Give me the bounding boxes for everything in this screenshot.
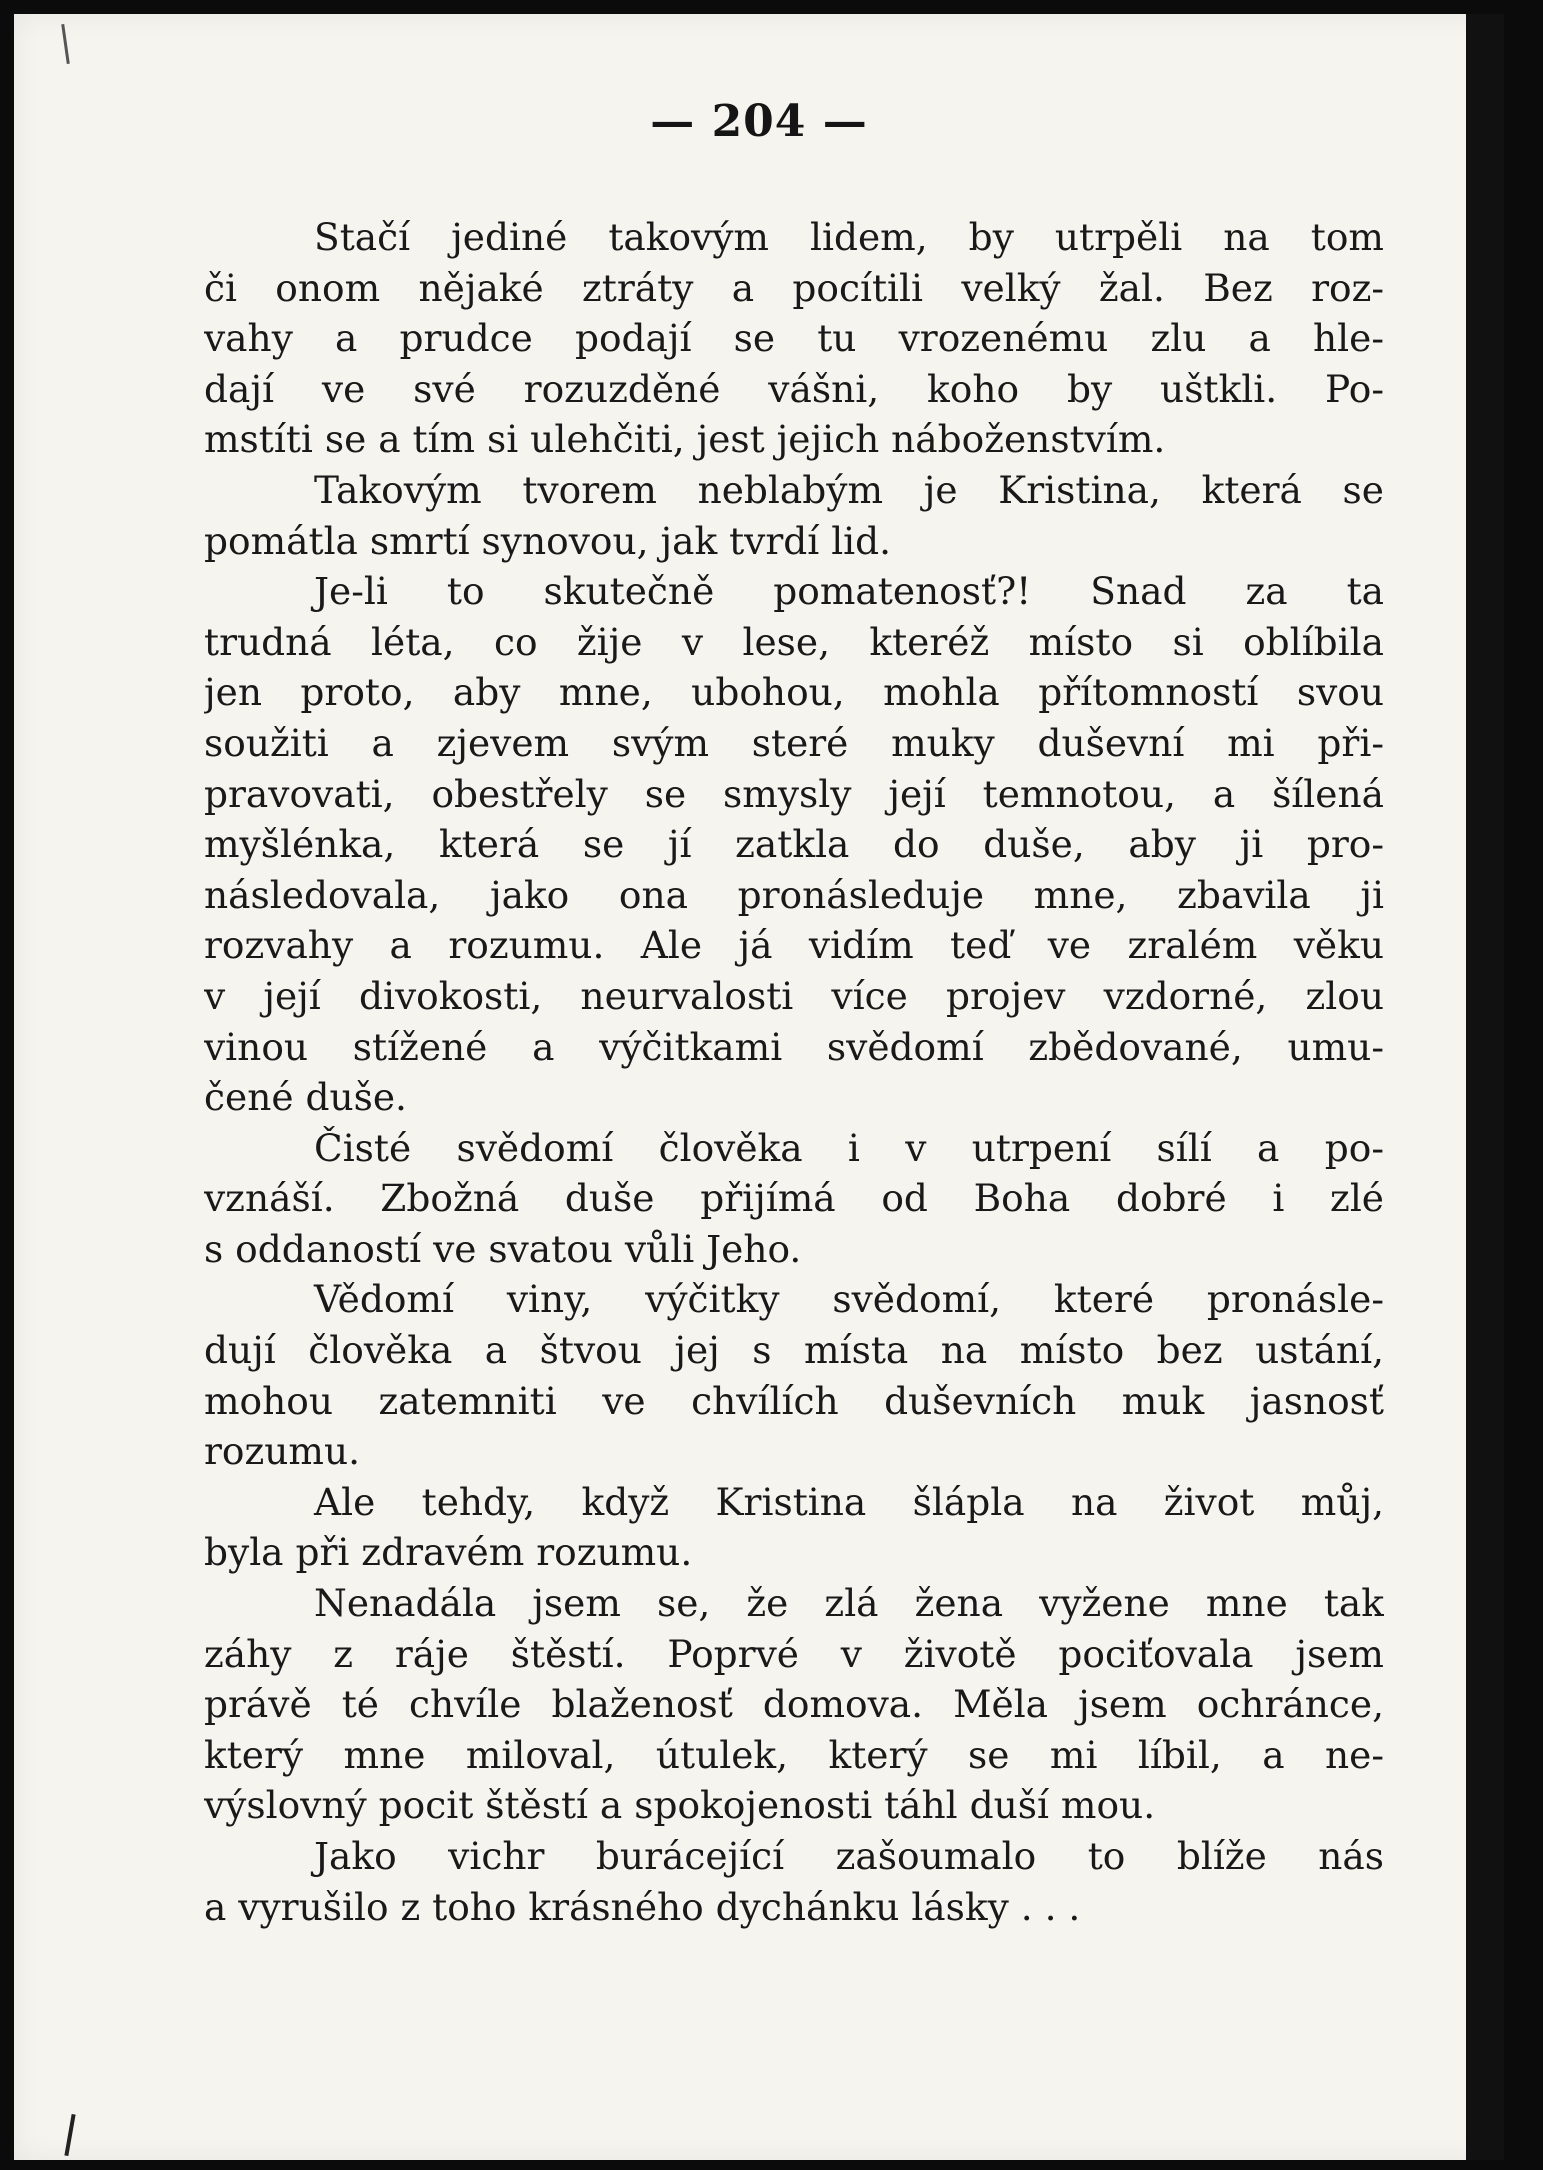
text-line: pravovati, obestřely se smysly její temnotou, a šílená (204, 771, 1384, 816)
text-line: záhy z ráje štěstí. Poprvé v životě pociťovala jsem (204, 1631, 1384, 1676)
text-line: s oddaností ve svatou vůli Jeho. (204, 1226, 802, 1271)
text-line: vznáší. Zbožná duše přijímá od Boha dobré i zlé (204, 1176, 1384, 1221)
text-line: který mne miloval, útulek, který se mi líbil, a ne- (204, 1732, 1384, 1777)
text-line: dají ve své rozuzděné vášni, koho by uštkli. Po- (204, 366, 1384, 411)
text-line: rozvahy a rozumu. Ale já vidím teď ve zralém věku (204, 923, 1384, 968)
text-line: Takovým tvorem neblabým je Kristina, která se (314, 467, 1384, 512)
text-line: Stačí jediné takovým lidem, by utrpěli na tom (314, 215, 1384, 259)
text-line: soužiti a zjevem svým steré muky duševní mi při- (204, 720, 1384, 765)
page-number: — 204 — (650, 96, 868, 147)
text-line: byla při zdravém rozumu. (204, 1530, 693, 1575)
text-line: mohou zatemniti ve chvílích duševních muk jasnosť (204, 1378, 1384, 1423)
text-line: Čisté svědomí člověka i v utrpení sílí a po- (314, 1125, 1384, 1170)
book-page (14, 14, 1504, 2160)
text-line: jen proto, aby mne, ubohou, mohla přítomností svou (204, 670, 1384, 715)
text-line: výslovný pocit štěstí a spokojenosti táhl duší mou. (204, 1783, 1156, 1828)
text-line: Jako vichr burácející zašoumalo to blíže nás (314, 1834, 1384, 1878)
text-line: vinou stížené a výčitkami svědomí zbědované, umu- (204, 1024, 1384, 1069)
text-line: v její divokosti, neurvalosti více projev vzdorné, zlou (204, 973, 1384, 1018)
ink-mark (61, 24, 70, 64)
text-line: Nenadála jsem se, že zlá žena vyžene mne tak (314, 1581, 1384, 1626)
text-line: a vyrušilo z toho krásného dychánku lásky . . . (204, 1884, 1081, 1929)
text-line: pomátla smrtí synovou, jak tvrdí lid. (204, 518, 892, 563)
text-line: mstíti se a tím si ulehčiti, jest jejich náboženstvím. (204, 417, 1166, 462)
text-line: Je-li to skutečně pomatenosť?! Snad za ta (314, 569, 1384, 614)
text-line: či onom nějaké ztráty a pocítili velký žal. Bez roz- (204, 265, 1384, 310)
text-line: dují člověka a štvou jej s místa na místo bez ustání, (204, 1328, 1384, 1373)
text-line: Ale tehdy, když Kristina šlápla na život můj, (314, 1479, 1384, 1524)
text-line: Vědomí viny, výčitky svědomí, které pronásle- (314, 1277, 1384, 1322)
text-line: čené duše. (204, 1075, 407, 1120)
text-line: následovala, jako ona pronásleduje mne, zbavila ji (204, 872, 1384, 917)
page-right-edge (1466, 14, 1504, 2160)
text-line: rozumu. (204, 1429, 361, 1474)
text-line: myšlénka, která se jí zatkla do duše, aby ji pro- (204, 822, 1384, 867)
ink-mark (64, 2114, 75, 2156)
text-line: vahy a prudce podají se tu vrozenému zlu a hle- (204, 316, 1384, 361)
text-line: trudná léta, co žije v lese, kteréž místo si oblíbila (204, 619, 1384, 664)
body-text (204, 212, 1384, 1932)
text-line: právě té chvíle blaženosť domova. Měla jsem ochránce, (204, 1682, 1384, 1727)
